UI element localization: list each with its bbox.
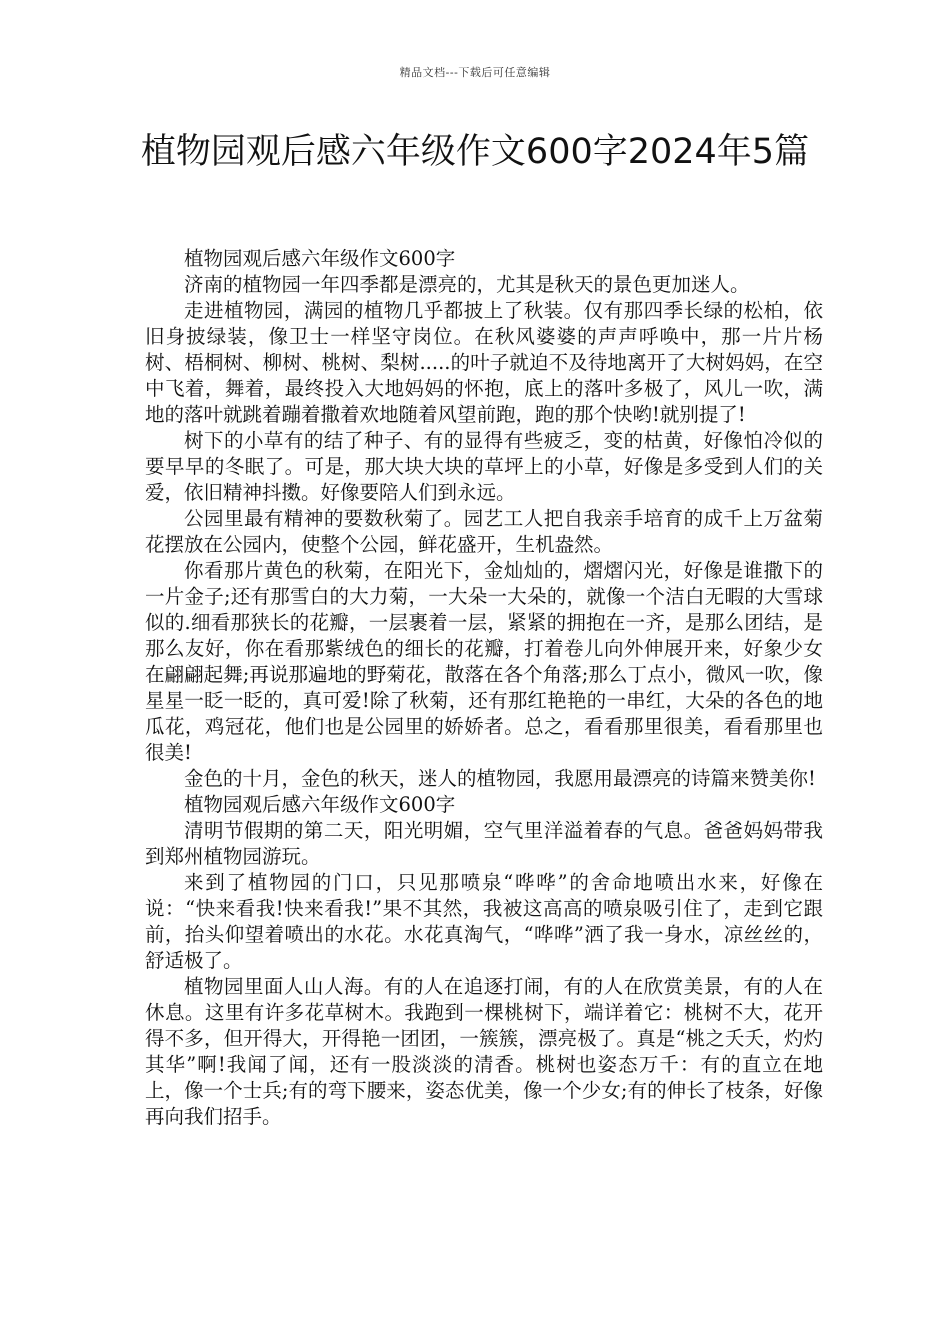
paragraph-subtitle-1: 植物园观后感六年级作文600字 bbox=[184, 247, 456, 270]
paragraph: 走进植物园，满园的植物几乎都披上了秋装。仅有那四季长绿的松柏，依旧身披绿装，像卫士一样坚守岗位。在秋风婆婆的声声呼唤中，那一片片杨树、梧桐树、柳树、桃树、梨树.....的叶子就迫不及待地离开了大树妈妈，在空中飞着，舞着，最终投入大地妈妈的怀抱，底上的落叶多极了，风儿一吹，满地的落叶就跳着蹦着撒着欢地随着风望前跑，跑的那个快哟!就别提了! bbox=[145, 299, 823, 426]
paragraph: 清明节假期的第二天，阳光明媚，空气里洋溢着春的气息。爸爸妈妈带我到郑州植物园游玩。 bbox=[145, 819, 823, 868]
paragraph: 公园里最有精神的要数秋菊了。园艺工人把自我亲手培育的成千上万盆菊花摆放在公园内，使整个公园，鲜花盛开，生机盎然。 bbox=[145, 507, 823, 556]
document-title: 植物园观后感六年级作文600字2024年5篇 bbox=[140, 132, 810, 172]
document-body bbox=[145, 246, 823, 1130]
paragraph: 来到了植物园的门口，只见那喷泉“哗哗”的舍命地喷出水来，好像在说：“快来看我!快来看我!”果不其然，我被这高高的喷泉吸引住了，走到它跟前，抬头仰望着喷出的水花。水花真淘气，“哗哗”洒了我一身水，凉丝丝的，舒适极了。 bbox=[145, 871, 823, 972]
paragraph: 济南的植物园一年四季都是漂亮的，尤其是秋天的景色更加迷人。 bbox=[184, 273, 750, 296]
paragraph: 树下的小草有的结了种子、有的显得有些疲乏，变的枯黄，好像怕冷似的要早早的冬眠了。可是，那大块大块的草坪上的小草，好像是多受到人们的关爱，依旧精神抖擞。好像要陪人们到永远。 bbox=[145, 429, 823, 504]
paragraph-subtitle-2: 植物园观后感六年级作文600字 bbox=[184, 793, 456, 816]
paragraph: 植物园里面人山人海。有的人在追逐打闹，有的人在欣赏美景，有的人在休息。这里有许多花草树木。我跑到一棵桃树下，端详着它：桃树不大，花开得不多，但开得大，开得艳一团团，一簇簇，漂亮极了。真是“桃之夭夭，灼灼其华”啊!我闻了闻，还有一股淡淡的清香。桃树也姿态万千：有的直立在地上，像一个士兵;有的弯下腰来，姿态优美，像一个少女;有的伸长了枝条，好像再向我们招手。 bbox=[145, 975, 823, 1128]
paragraph: 金色的十月，金色的秋天，迷人的植物园，我愿用最漂亮的诗篇来赞美你! bbox=[184, 767, 816, 790]
paragraph: 你看那片黄色的秋菊，在阳光下，金灿灿的，熠熠闪光，好像是谁撒下的一片金子;还有那雪白的大力菊，一大朵一大朵的，就像一个洁白无暇的大雪球似的.细看那狭长的花瓣，一层裹着一层，紧紧的拥抱在一齐，是那么团结，是那么友好，你在看那紫绒色的细长的花瓣，打着卷儿向外伸展开来，好象少女在翩翩起舞;再说那遍地的野菊花，散落在各个角落;那么丁点小，微风一吹，像星星一眨一眨的，真可爱!除了秋菊，还有那红艳艳的一串红，大朵的各色的地瓜花，鸡冠花，他们也是公园里的娇娇者。总之，看看那里很美，看看那里也很美! bbox=[145, 559, 823, 764]
page-header: 精品文档---下载后可任意编辑 bbox=[399, 66, 551, 79]
